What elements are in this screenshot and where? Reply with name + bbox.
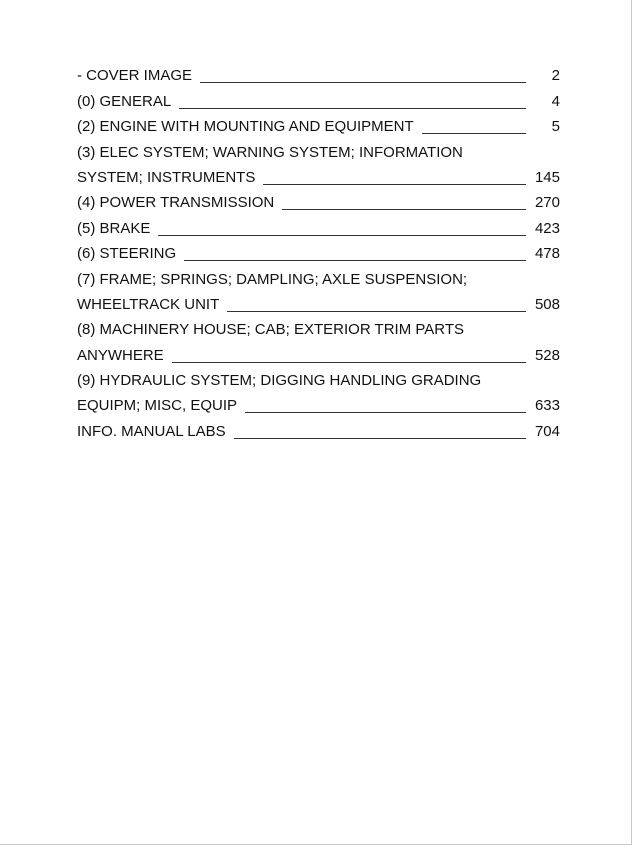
toc-line [77, 189, 560, 214]
toc-entry-title: (6) STEERING [77, 245, 177, 263]
toc-entry-title: (7) FRAME; SPRINGS; DAMPLING; AXLE SUSPENSION; [77, 270, 468, 288]
toc-page-number: 478 [534, 245, 560, 263]
toc-line [77, 417, 560, 442]
toc-page-number: 4 [551, 92, 560, 110]
toc-line [77, 113, 560, 138]
toc-entry-title-continued: ANYWHERE [77, 346, 164, 364]
toc-line [77, 367, 560, 392]
toc-entry-steering[interactable] [77, 240, 560, 265]
toc-line [77, 240, 560, 265]
toc-entry-title: (2) ENGINE WITH MOUNTING AND EQUIPMENT [77, 118, 414, 136]
toc-leader-line [184, 260, 526, 261]
toc-entry-cover-image[interactable] [77, 62, 560, 87]
toc-entry-power-transmission[interactable] [77, 189, 560, 214]
toc-entry-title: (8) MACHINERY HOUSE; CAB; EXTERIOR TRIM PARTS [77, 321, 465, 339]
table-of-contents [77, 62, 560, 443]
toc-line [77, 62, 560, 87]
toc-entry-elec-system[interactable] [77, 138, 560, 189]
toc-leader-line [234, 438, 526, 439]
toc-page-number: 2 [551, 67, 560, 85]
toc-page-number: 704 [534, 422, 560, 440]
toc-entry-title-continued: WHEELTRACK UNIT [77, 295, 220, 313]
toc-line [77, 87, 560, 112]
toc-entry-title: - COVER IMAGE [77, 67, 193, 85]
toc-entry-title: (0) GENERAL [77, 92, 172, 110]
toc-leader-line [158, 235, 526, 236]
toc-page-number: 528 [534, 346, 560, 364]
toc-leader-line [200, 82, 526, 83]
toc-line [77, 164, 560, 189]
toc-line [77, 291, 560, 316]
toc-entry-title: INFO. MANUAL LABS [77, 422, 226, 440]
toc-entry-title-continued: EQUIPM; MISC, EQUIP [77, 397, 238, 415]
toc-line [77, 265, 560, 290]
toc-leader-line [282, 209, 526, 210]
toc-entry-engine[interactable] [77, 113, 560, 138]
toc-entry-title: (4) POWER TRANSMISSION [77, 194, 275, 212]
toc-leader-line [172, 362, 526, 363]
toc-leader-line [227, 311, 526, 312]
toc-line [77, 214, 560, 239]
toc-entry-title: (5) BRAKE [77, 219, 151, 237]
toc-leader-line [179, 108, 526, 109]
toc-entry-title: (3) ELEC SYSTEM; WARNING SYSTEM; INFORMATION [77, 143, 463, 161]
toc-line [77, 392, 560, 417]
toc-page-number: 423 [534, 219, 560, 237]
toc-page-number: 5 [551, 118, 560, 136]
toc-line [77, 316, 560, 341]
toc-line [77, 138, 560, 163]
toc-entry-title: (9) HYDRAULIC SYSTEM; DIGGING HANDLING GRADING [77, 372, 482, 390]
toc-page-number: 270 [534, 194, 560, 212]
toc-entry-brake[interactable] [77, 214, 560, 239]
toc-entry-title-continued: SYSTEM; INSTRUMENTS [77, 168, 256, 186]
toc-page-number: 508 [534, 295, 560, 313]
toc-entry-machinery-house[interactable] [77, 316, 560, 367]
toc-line [77, 341, 560, 366]
toc-entry-hydraulic-system[interactable] [77, 367, 560, 418]
toc-entry-general[interactable] [77, 87, 560, 112]
toc-page-number: 145 [534, 168, 560, 186]
toc-page-number: 633 [534, 397, 560, 415]
toc-leader-line [263, 184, 526, 185]
toc-leader-line [245, 412, 526, 413]
toc-leader-line [422, 133, 526, 134]
toc-entry-info-manual-labs[interactable] [77, 417, 560, 442]
toc-entry-frame[interactable] [77, 265, 560, 316]
